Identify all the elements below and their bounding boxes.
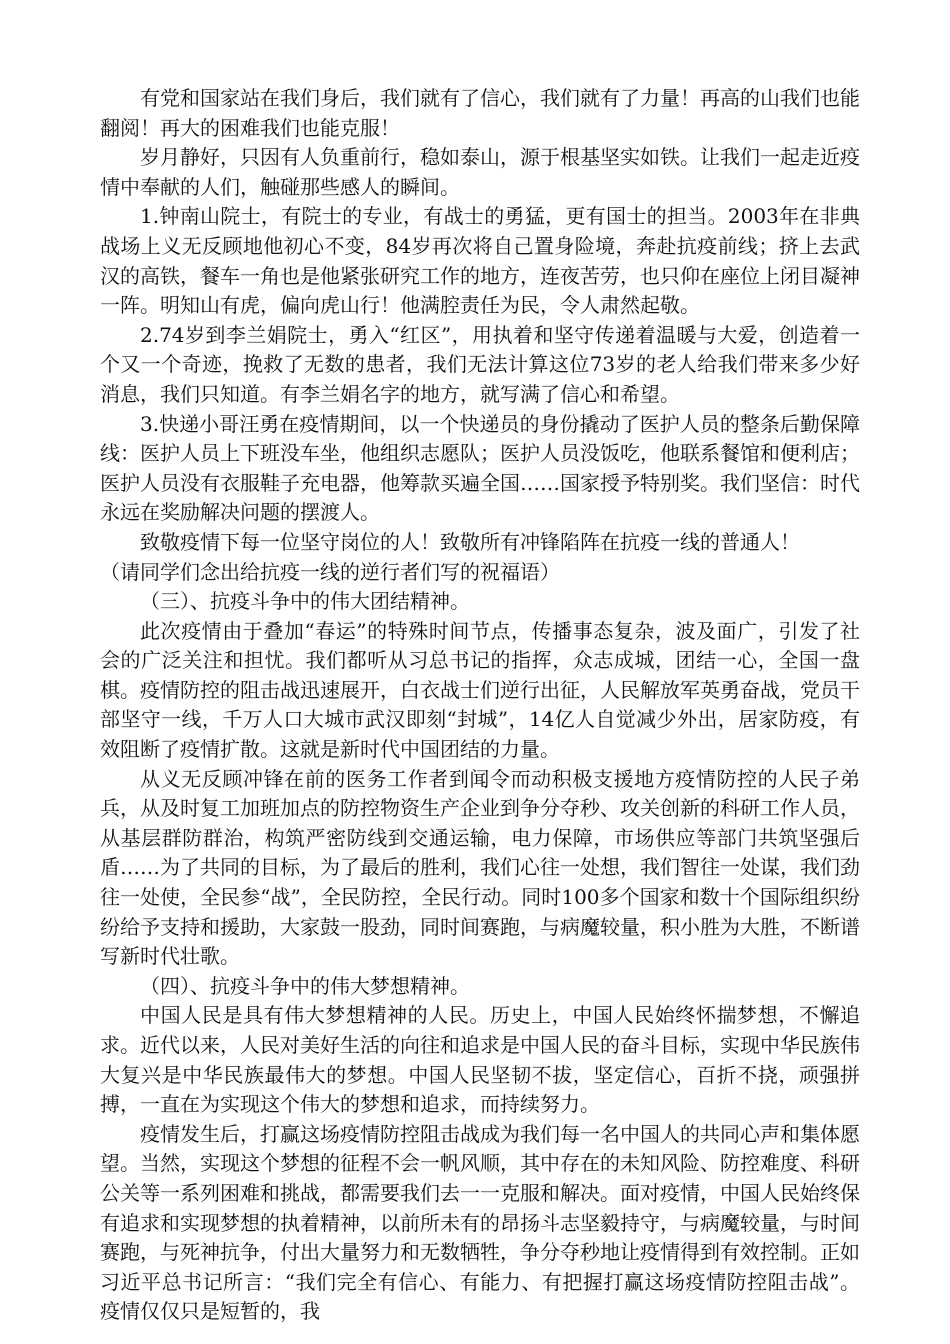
paragraph-li-lanjuan: 2.74岁到李兰娟院士，勇入“红区”，用执着和坚守传递着温暖与大爱，创造着一个又一个奇迹，挽救了无数的患者，我们无法计算这位73岁的老人给我们带来多少好消息，我们只知道。有李兰娟名字的地方，就写满了信心和希望。 xyxy=(100,322,860,406)
paragraph-salute: 致敬疫情下每一位坚守岗位的人！致敬所有冲锋陷阵在抗疫一线的普通人！ xyxy=(140,529,800,554)
paragraph-zhong-nanshan: 1.钟南山院士，有院士的专业，有战士的勇猛，更有国士的担当。2003年在非典战场上义无反顾地他初心不变，84岁再次将自己置身险境，奔赴抗疫前线；挤上去武汉的高铁，餐车一角也是他紧张研究工作的地方，连夜苦劳，也只仰在座位上闭目凝神一阵。明知山有虎，偏向虎山行！他满腔责任为民，令人肃然起敬。 xyxy=(100,204,860,318)
paragraph-dream-2: 疫情发生后，打赢这场疫情防控阻击战成为我们每一名中国人的共同心声和集体愿望。当然，实现这个梦想的征程不会一帆风顺，其中存在的未知风险、防控难度、科研公关等一系列困难和挑战，都需要我们去一一克服和解决。面对疫情，中国人民始终保有追求和实现梦想的执着精神，以前所未有的昂扬斗志坚毅持守，与病魔较量，与时间赛跑，与死神抗争，付出大量努力和无数牺牲，争分夺秒地让疫情得到有效控制。正如习近平总书记所言：“我们完全有信心、有能力、有把握打赢这场疫情防控阻击战”。疫情仅仅只是短暂的，我 xyxy=(100,1121,860,1324)
document-page xyxy=(100,84,860,1327)
section-heading-unity: （三）、抗疫斗争中的伟大团结精神。 xyxy=(140,589,470,614)
paragraph-confidence: 有党和国家站在我们身后，我们就有了信心，我们就有了力量！再高的山我们也能翻阅！再大的困难我们也能克服！ xyxy=(100,86,860,140)
paragraph-dream-1: 中国人民是具有伟大梦想精神的人民。历史上，中国人民始终怀揣梦想，不懈追求。近代以来，人民对美好生活的向往和追求是中国人民的奋斗目标，实现中华民族伟大复兴是中华民族最伟大的梦想。中国人民坚韧不拔，坚定信心，百折不挠，顽强拼搏，一直在为实现这个伟大的梦想和追求，而持续努力。 xyxy=(100,1003,860,1117)
paragraph-unity-2: 从义无反顾冲锋在前的医务工作者到闻令而动积极支援地方疫情防控的人民子弟兵，从及时复工加班加点的防控物资生产企业到争分夺秒、攻关创新的科研工作人员，从基层群防群治，构筑严密防线到交通运输，电力保障，市场供应等部门共筑坚强后盾……为了共同的目标，为了最后的胜利，我们心往一处想，我们智往一处谋，我们劲往一处使，全民参“战”，全民防控，全民行动。同时100多个国家和数十个国际组织纷纷给予支持和援助，大家鼓一股劲，同时间赛跑，与病魔较量，积小胜为大胜，不断谱写新时代壮歌。 xyxy=(100,766,860,969)
paragraph-instruction: （请同学们念出给抗疫一线的逆行者们写的祝福语） xyxy=(100,559,560,584)
paragraph-courier-wang-yong: 3.快递小哥汪勇在疫情期间，以一个快递员的身份撬动了医护人员的整条后勤保障线：医护人员上下班没车坐，他组织志愿队；医护人员没饭吃，他联系餐馆和便利店；医护人员没有衣服鞋子充电器，他筹款买遍全国……国家授予特别奖。我们坚信：时代永远在奖励解决问题的摆渡人。 xyxy=(100,411,860,525)
paragraph-unity-1: 此次疫情由于叠加“春运”的特殊时间节点，传播事态复杂，波及面广，引发了社会的广泛关注和担忧。我们都听从习总书记的指挥，众志成城，团结一心，全国一盘棋。疫情防控的阻击战迅速展开，白衣战士们逆行出征，人民解放军英勇奋战，党员干部坚守一线，千万人口大城市武汉即刻“封城”，14亿人自觉减少外出，居家防疫，有效阻断了疫情扩散。这就是新时代中国团结的力量。 xyxy=(100,618,860,762)
paragraph-intro: 岁月静好，只因有人负重前行，稳如泰山，源于根基坚实如铁。让我们一起走近疫情中奉献的人们，触碰那些感人的瞬间。 xyxy=(100,145,860,199)
section-heading-dream: （四）、抗疫斗争中的伟大梦想精神。 xyxy=(140,973,470,998)
